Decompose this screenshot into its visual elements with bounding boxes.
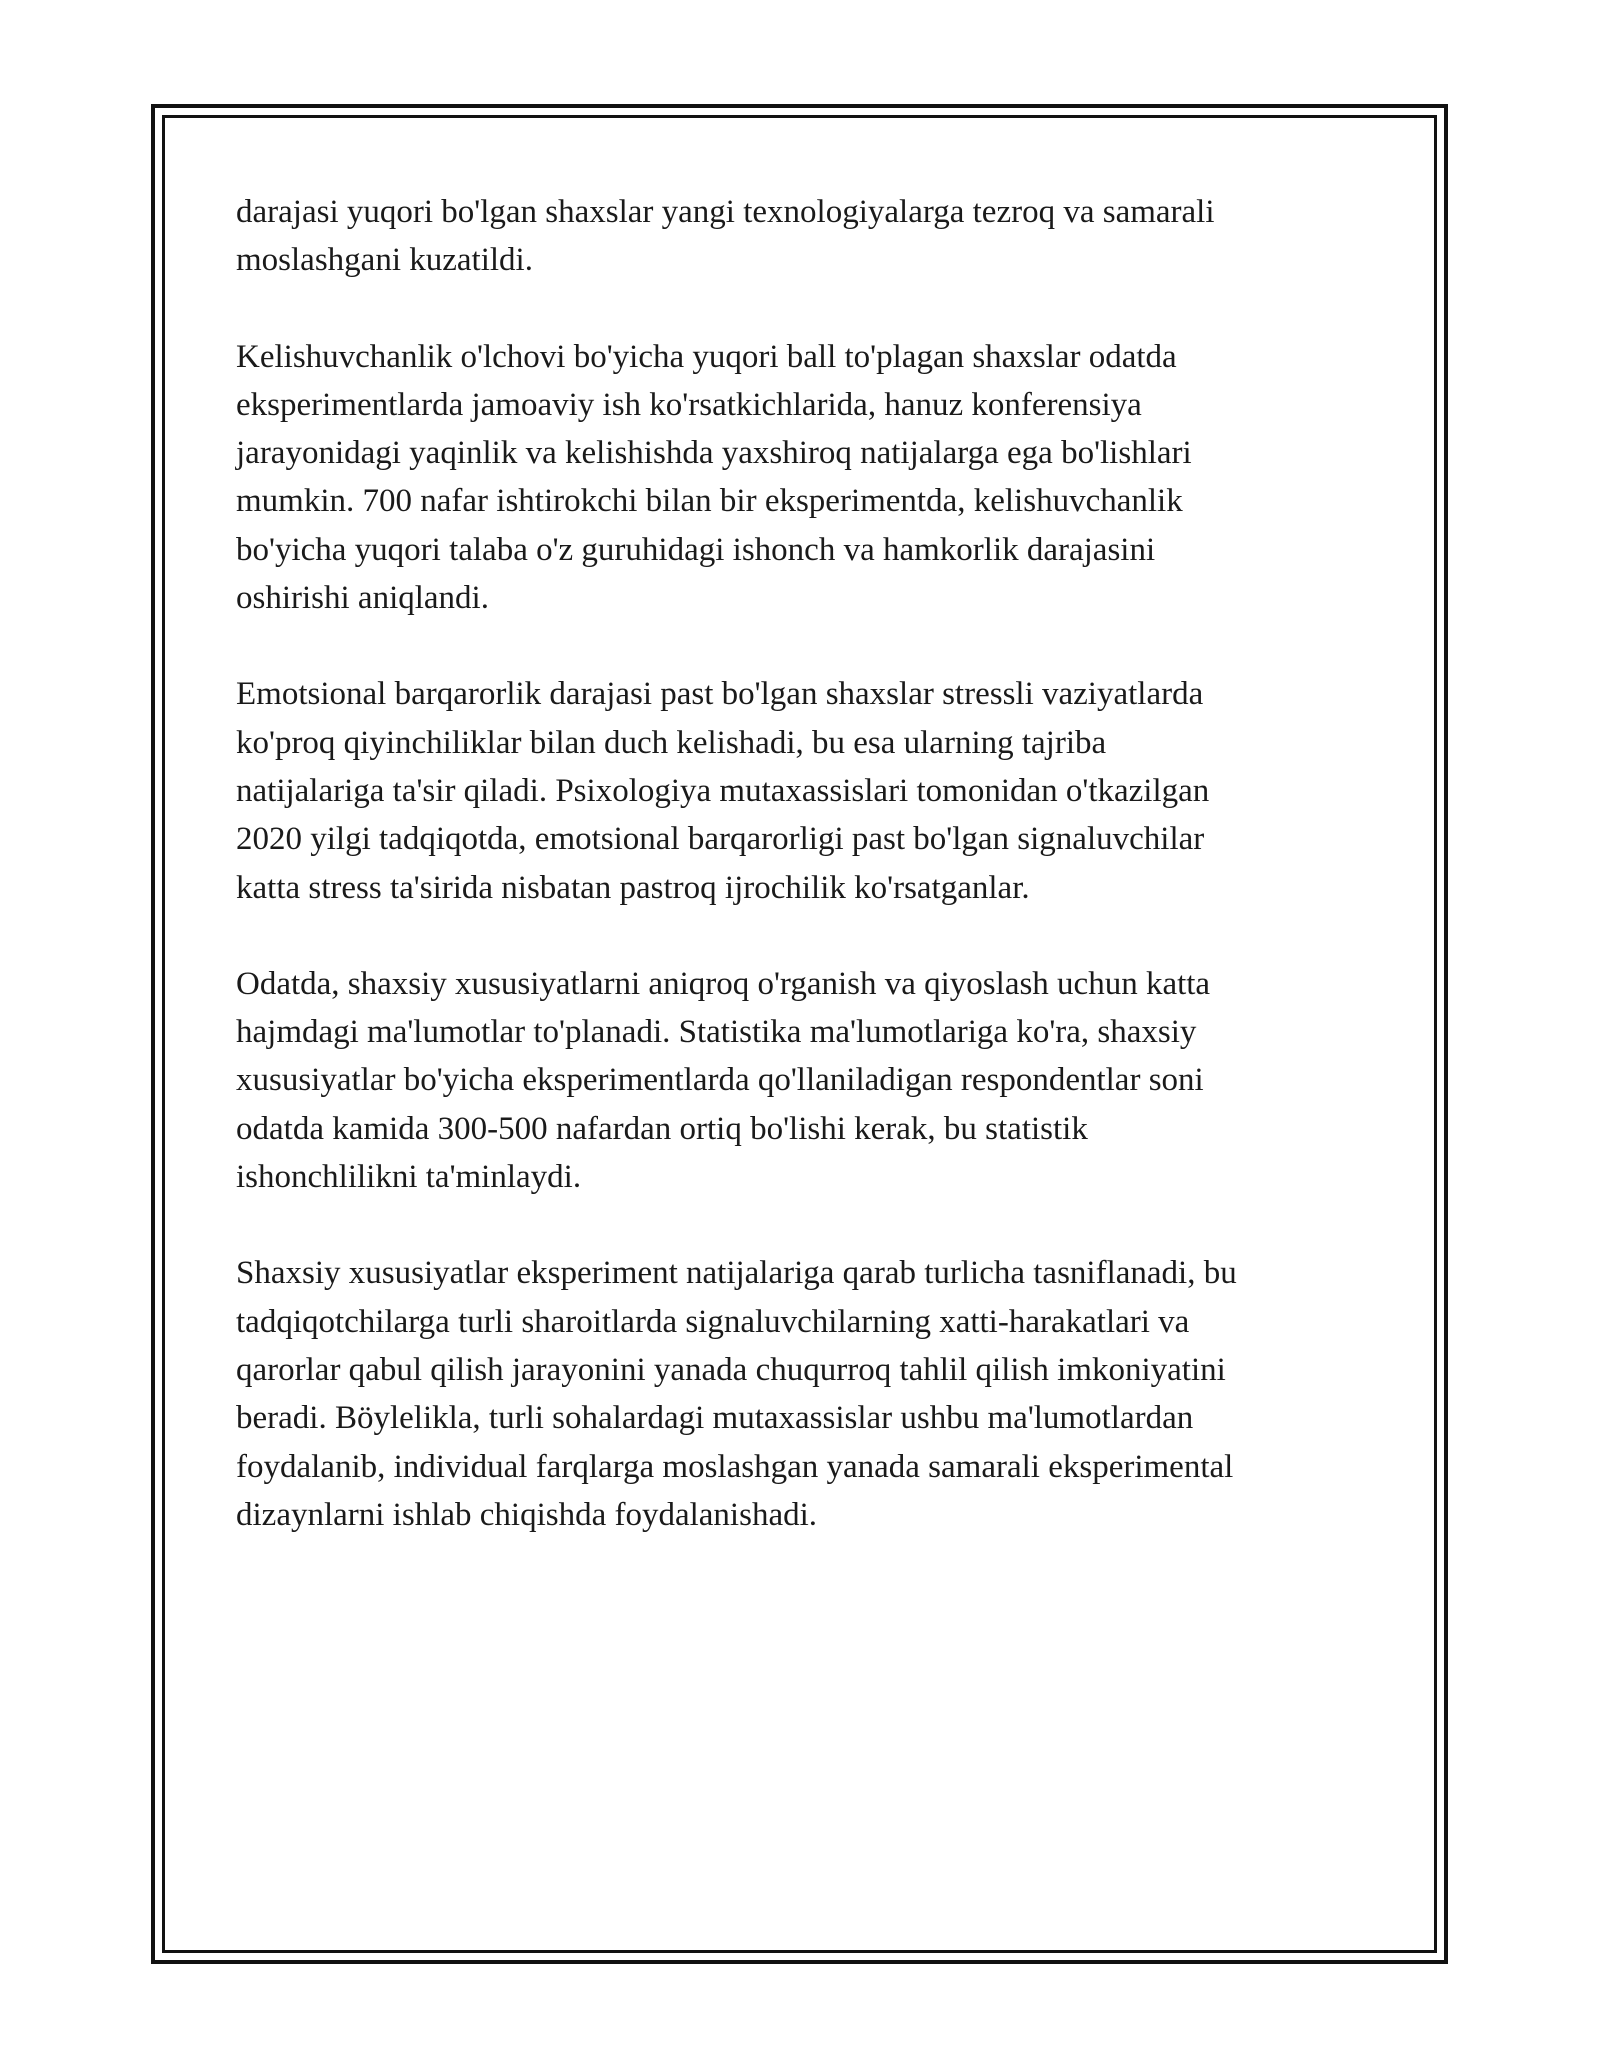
page-content xyxy=(236,188,1376,1587)
paragraph-1: darajasi yuqori bo'lgan shaxslar yangi texnologiyalarga tezroq va samarali moslashgani kuzatildi. xyxy=(236,194,1215,279)
paragraph-2: Kelishuvchanlik o'lchovi bo'yicha yuqori ball to'plagan shaxslar odatda eksperimentlarda jamoaviy ish ko'rsatkichlarida, hanuz konferensiya jarayonidagi yaqinlik va kelishishda yaxshiroq natijalarga ega bo'lishlari mumkin. 700 nafar ishtirokchi bilan bir eksperimentda, kelishuvchanlik bo'yicha yuqori talaba o'z guruhidagi ishonch va hamkorlik darajasini oshirishi aniqlandi. xyxy=(236,338,1192,617)
paragraph-3: Emotsional barqarorlik darajasi past bo'lgan shaxslar stressli vaziyatlarda ko'proq qiyinchiliklar bilan duch kelishadi, bu esa ularning tajriba natijalariga ta'sir qiladi. Psixologiya mutaxassislari tomonidan o'tkazilgan 2020 yilgi tadqiqotda, emotsional barqarorligi past bo'lgan signaluvchilar katta stress ta'sirida nisbatan pastroq ijrochilik ko'rsatganlar. xyxy=(236,676,1210,906)
paragraph-4: Odatda, shaxsiy xususiyatlarni aniqroq o'rganish va qiyoslash uchun katta hajmdagi ma'lumotlar to'planadi. Statistika ma'lumotlariga ko'ra, shaxsiy xususiyatlar bo'yicha eksperimentlarda qo'llaniladigan respondentlar soni odatda kamida 300-500 nafardan ortiq bo'lishi kerak, bu statistik ishonchlilikni ta'minlaydi. xyxy=(236,965,1211,1196)
paragraph-5: Shaxsiy xususiyatlar eksperiment natijalariga qarab turlicha tasniflanadi, bu tadqiqotchilarga turli sharoitlarda signaluvchilarning xatti-harakatlari va qarorlar qabul qilish jarayonini yanada chuqurroq tahlil qilish imkoniyatini beradi. Böylelikla, turli sohalardagi mutaxassislar ushbu ma'lumotlardan foydalanib, individual farqlarga moslashgan yanada samarali eksperimental dizaynlarni ishlab chiqishda foydalanishadi. xyxy=(236,1255,1237,1533)
